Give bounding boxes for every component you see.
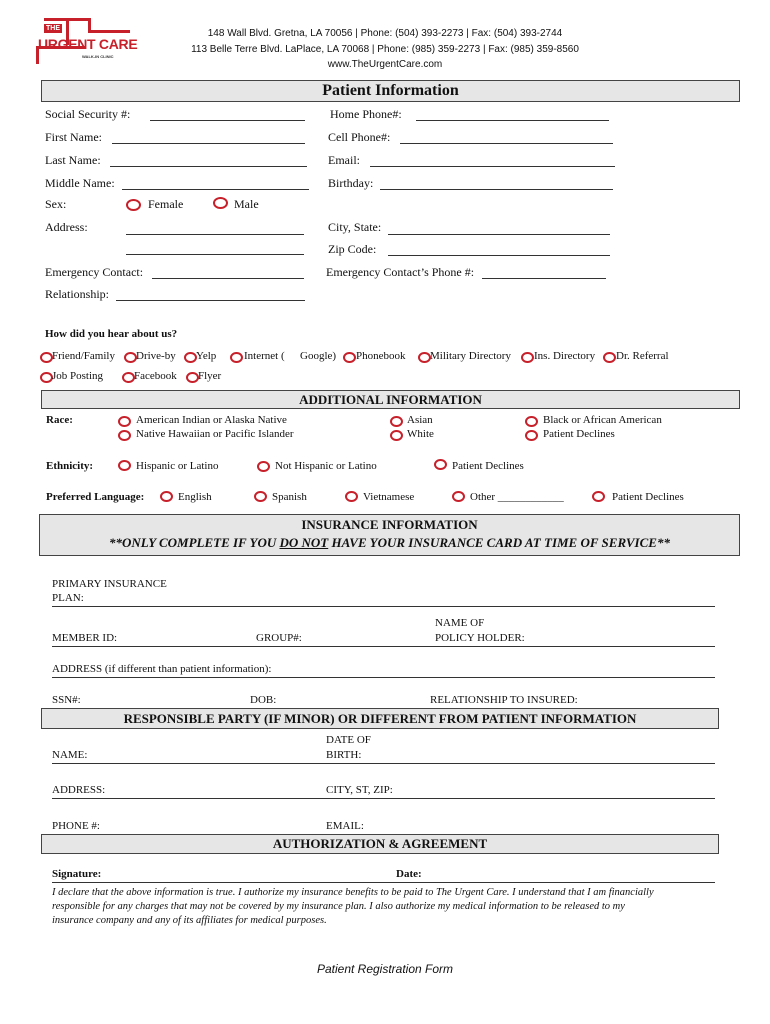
radio-other-language[interactable] <box>452 491 465 502</box>
radio-vietnamese[interactable] <box>345 491 358 502</box>
responsible-city-label: CITY, ST, ZIP: <box>326 784 393 796</box>
ethnicity-label: Ethnicity: <box>46 460 94 472</box>
additional-title: ADDITIONAL INFORMATION <box>299 392 482 407</box>
hear-military-directory: Military Directory <box>430 350 511 362</box>
first-name-label: First Name: <box>45 130 102 144</box>
responsible-name-dob-field[interactable] <box>52 763 715 764</box>
logo-sub-text: WALK-IN CLINIC <box>82 54 114 59</box>
email-label: Email: <box>328 153 360 167</box>
responsible-address-field[interactable] <box>52 798 715 799</box>
language-vietnamese: Vietnamese <box>363 491 415 503</box>
footer-title: Patient Registration Form <box>316 962 454 976</box>
relationship-insured-label: RELATIONSHIP TO INSURED: <box>430 694 578 706</box>
radio-american-indian[interactable] <box>118 416 131 427</box>
address-label: Address: <box>45 220 88 234</box>
hear-google: Google) <box>300 350 337 362</box>
hear-job-posting: Job Posting <box>52 370 104 382</box>
section-title-responsible <box>41 708 719 729</box>
language-label: Preferred Language: <box>46 491 145 503</box>
hear-dr-referral: Dr. Referral <box>616 350 669 362</box>
language-spanish: Spanish <box>272 491 307 503</box>
radio-race-declines[interactable] <box>525 430 538 441</box>
radio-internet[interactable] <box>230 352 243 363</box>
authorization-text-3: insurance company and any of its affiliates for medical purposes. <box>52 915 327 926</box>
hear-phonebook: Phonebook <box>356 350 406 362</box>
member-group-holder-field[interactable] <box>52 646 715 647</box>
radio-hispanic[interactable] <box>118 460 131 471</box>
radio-white[interactable] <box>390 430 403 441</box>
ethnicity-declines: Patient Declines <box>452 460 524 472</box>
insurance-address-label: ADDRESS (if different than patient information): <box>52 663 272 675</box>
hear-internet: Internet ( <box>244 350 285 362</box>
insurance-notice-em: DO NOT <box>279 535 329 550</box>
middle-name-field[interactable] <box>122 189 309 190</box>
group-label: GROUP#: <box>256 632 302 644</box>
hear-flyer: Flyer <box>198 370 222 382</box>
signature-label: Signature: <box>52 868 102 880</box>
primary-plan-label-2: PLAN: <box>52 592 84 604</box>
radio-spanish[interactable] <box>254 491 267 502</box>
responsible-email-label: EMAIL: <box>326 820 364 832</box>
hear-facebook: Facebook <box>134 370 177 382</box>
patient-title: Patient Information <box>322 82 459 99</box>
zip-label: Zip Code: <box>328 242 377 256</box>
insurance-ssn-label: SSN#: <box>52 694 81 706</box>
race-black: Black or African American <box>543 414 662 426</box>
responsible-dob-label-2: BIRTH: <box>326 749 362 761</box>
emergency-contact-field[interactable] <box>152 278 304 279</box>
header-address-1: 148 Wall Blvd. Gretna, LA 70056 | Phone: (504) 393-2273 | Fax: (504) 393-2744 <box>207 28 563 39</box>
insurance-address-field[interactable] <box>52 677 715 678</box>
date-label: Date: <box>396 868 422 880</box>
header-address-2: 113 Belle Terre Blvd. LaPlace, LA 70068 | Phone: (985) 359-2273 | Fax: (985) 359-8560 <box>191 44 579 55</box>
policy-holder-label-1: NAME OF <box>435 617 485 629</box>
radio-not-hispanic[interactable] <box>257 461 270 472</box>
insurance-notice <box>40 535 739 551</box>
radio-ethnicity-declines[interactable] <box>434 459 447 470</box>
ssn-field[interactable] <box>150 120 305 121</box>
female-label: Female <box>148 197 184 211</box>
last-name-field[interactable] <box>110 166 307 167</box>
zip-field[interactable] <box>388 255 610 256</box>
logo-small-text: THE <box>46 25 60 32</box>
responsible-address-label: ADDRESS: <box>52 784 106 796</box>
responsible-name-label: NAME: <box>52 749 88 761</box>
address-field-2[interactable] <box>126 254 304 255</box>
radio-native-hawaiian[interactable] <box>118 430 131 441</box>
logo-main-text: URGENT CARE <box>38 36 138 52</box>
first-name-field[interactable] <box>112 143 305 144</box>
radio-male[interactable] <box>213 197 228 209</box>
last-name-label: Last Name: <box>45 153 101 167</box>
radio-phonebook[interactable] <box>343 352 356 363</box>
radio-english[interactable] <box>160 491 173 502</box>
header-website: www.TheUrgentCare.com <box>327 59 443 70</box>
home-phone-field[interactable] <box>416 120 609 121</box>
section-title-patient <box>41 80 740 102</box>
hear-question: How did you hear about us? <box>45 328 178 340</box>
email-field[interactable] <box>370 166 615 167</box>
home-phone-label: Home Phone#: <box>330 107 402 121</box>
race-white: White <box>407 428 434 440</box>
hear-drive-by: Drive-by <box>136 350 176 362</box>
male-label: Male <box>234 197 259 211</box>
address-field-1[interactable] <box>126 234 304 235</box>
ethnicity-not-hispanic: Not Hispanic or Latino <box>275 460 377 472</box>
insurance-dob-label: DOB: <box>250 694 277 706</box>
signature-date-field[interactable] <box>52 882 715 883</box>
race-native-hawaiian: Native Hawaiian or Pacific Islander <box>136 428 294 440</box>
radio-ins-directory[interactable] <box>521 352 534 363</box>
radio-dr-referral[interactable] <box>603 352 616 363</box>
section-title-insurance <box>39 514 740 556</box>
emergency-phone-label: Emergency Contact’s Phone #: <box>326 265 475 279</box>
member-id-label: MEMBER ID: <box>52 632 118 644</box>
middle-name-label: Middle Name: <box>45 176 115 190</box>
insurance-notice-post: HAVE YOUR INSURANCE CARD AT TIME OF SERVICE** <box>328 535 670 550</box>
radio-female[interactable] <box>126 199 141 211</box>
race-declines: Patient Declines <box>543 428 615 440</box>
primary-plan-label-1: PRIMARY INSURANCE <box>52 578 167 590</box>
responsible-dob-label-1: DATE OF <box>326 734 371 746</box>
responsible-phone-label: PHONE #: <box>52 820 100 832</box>
city-state-field[interactable] <box>388 234 610 235</box>
city-state-label: City, State: <box>328 220 382 234</box>
section-title-authorization <box>41 834 719 854</box>
primary-plan-field[interactable] <box>52 606 715 607</box>
cell-phone-label: Cell Phone#: <box>328 130 391 144</box>
language-other: Other ____________ <box>470 491 564 503</box>
language-declines: Patient Declines <box>612 491 684 503</box>
responsible-title: RESPONSIBLE PARTY (IF MINOR) OR DIFFERENT FROM PATIENT INFORMATION <box>123 711 637 726</box>
section-title-additional <box>41 390 740 409</box>
ethnicity-hispanic: Hispanic or Latino <box>136 460 219 472</box>
relationship-field[interactable] <box>116 300 305 301</box>
relationship-label: Relationship: <box>45 287 109 301</box>
radio-language-declines[interactable] <box>592 491 605 502</box>
hear-ins-directory: Ins. Directory <box>534 350 596 362</box>
policy-holder-label-2: POLICY HOLDER: <box>435 632 525 644</box>
birthday-label: Birthday: <box>328 176 374 190</box>
race-american-indian: American Indian or Alaska Native <box>136 414 287 426</box>
authorization-title: AUTHORIZATION & AGREEMENT <box>272 836 488 851</box>
language-english: English <box>178 491 212 503</box>
radio-asian[interactable] <box>390 416 403 427</box>
ssn-label: Social Security #: <box>45 107 131 121</box>
hear-yelp: Yelp <box>196 350 217 362</box>
insurance-title: INSURANCE INFORMATION <box>301 517 478 532</box>
authorization-text-1: I declare that the above information is true. I authorize my insurance benefits to be paid to The Urgent Care. I understand that I am financially <box>52 887 654 898</box>
birthday-field[interactable] <box>380 189 613 190</box>
race-asian: Asian <box>407 414 433 426</box>
emergency-contact-label: Emergency Contact: <box>45 265 144 279</box>
insurance-notice-pre: **ONLY COMPLETE IF YOU <box>109 535 280 550</box>
emergency-phone-field[interactable] <box>482 278 606 279</box>
authorization-text-2: responsible for any charges that may not be covered by my insurance plan. I also authorize my medical information to be released to my <box>52 901 625 912</box>
race-label: Race: <box>46 414 73 426</box>
radio-black[interactable] <box>525 416 538 427</box>
sex-label: Sex: <box>45 197 67 211</box>
cell-phone-field[interactable] <box>400 143 613 144</box>
hear-friend-family: Friend/Family <box>52 350 115 362</box>
